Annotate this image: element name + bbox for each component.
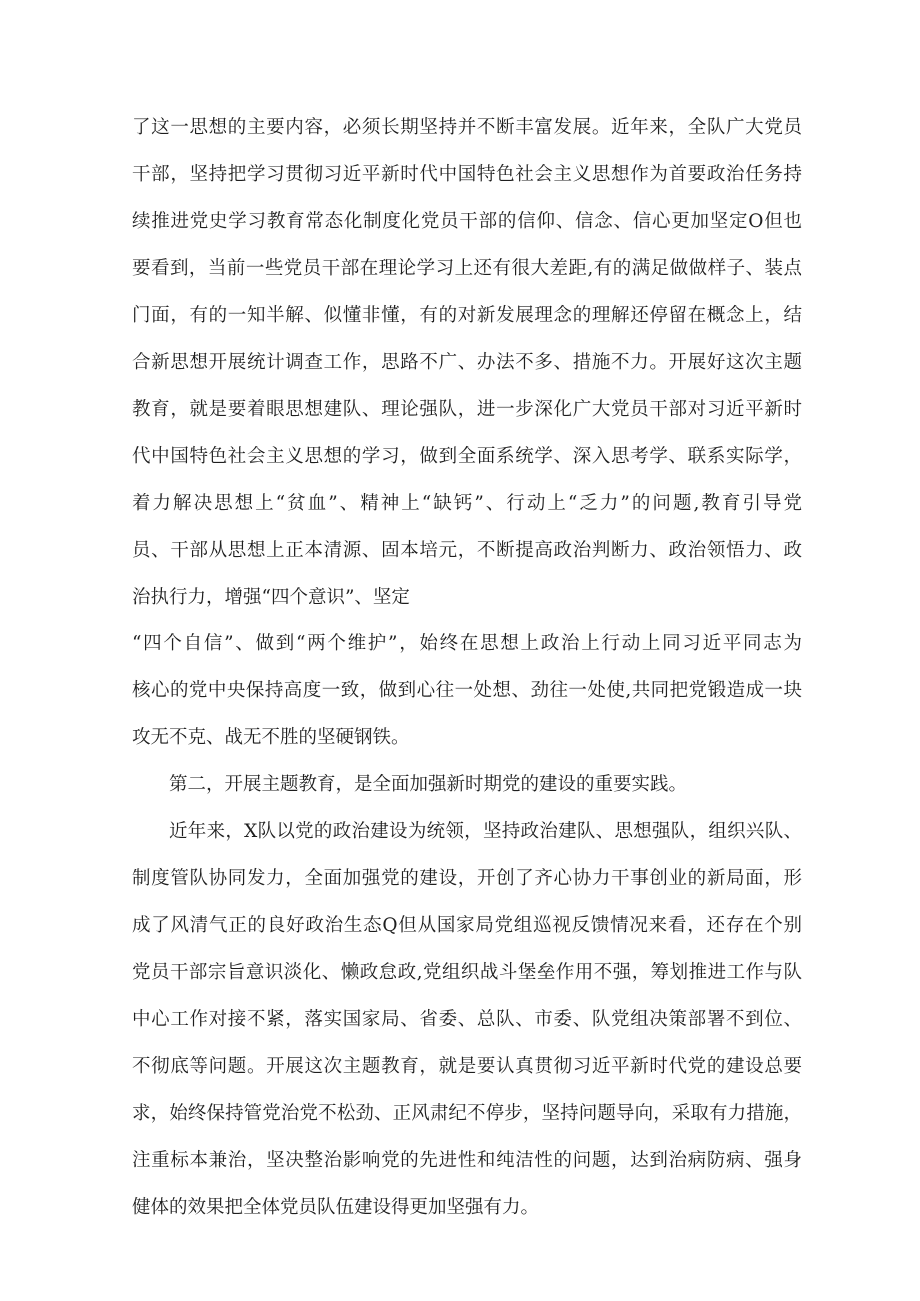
text-line: 求，始终保持管党治党不松劲、正风肃纪不停步，坚持问题导向，采取有力措施，	[132, 1103, 802, 1124]
text-line: 近年来，X队以党的政治建设为统领，坚持政治建队、思想强队，组织兴队、	[169, 821, 802, 842]
text-line: 了这一思想的主要内容，必须长期坚持并不断丰富发展。近年来，全队广大党员	[132, 117, 802, 138]
text-line: 续推进党史学习教育常态化制度化党员干部的信仰、信念、信心更加坚定O但也	[132, 211, 802, 232]
text-line: 员、干部从思想上正本清源、固本培元，不断提高政治判断力、政治领悟力、政	[132, 540, 802, 561]
text-line: 健体的效果把全体党员队伍建设得更加坚强有力。	[132, 1197, 540, 1218]
text-line: 党员干部宗旨意识淡化、懒政怠政,党组织战斗堡垒作用不强，筹划推进工作与队	[132, 962, 802, 983]
text-line: 攻无不克、战无不胜的坚硬钢铁。	[132, 727, 410, 748]
text-line: 干部，坚持把学习贯彻习近平新时代中国特色社会主义思想作为首要政治任务持	[132, 164, 802, 185]
text-line: 治执行力，增强“四个意识”、坚定	[132, 587, 410, 608]
text-line: 注重标本兼治，坚决整治影响党的先进性和纯洁性的问题，达到治病防病、强身	[132, 1150, 802, 1171]
text-line: 制度管队协同发力，全面加强党的建设，开创了齐心协力干事创业的新局面，形	[132, 868, 802, 889]
text-line: 门面，有的一知半解、似懂非懂，有的对新发展理念的理解还停留在概念上，结	[132, 305, 802, 326]
text-line: 不彻底等问题。开展这次主题教育，就是要认真贯彻习近平新时代党的建设总要	[132, 1056, 802, 1077]
text-line: 要看到，当前一些党员干部在理论学习上还有很大差距,有的满足做做样子、装点	[132, 258, 802, 279]
text-line: 核心的党中央保持高度一致，做到心往一处想、劲往一处使,共同把党锻造成一块	[132, 680, 802, 701]
text-line: 代中国特色社会主义思想的学习，做到全面系统学、深入思考学、联系实际学，	[132, 446, 802, 467]
text-line: “四个自信”、做到“两个维护”，始终在思想上政治上行动上同习近平同志为	[132, 633, 802, 654]
text-line: 合新思想开展统计调查工作，思路不广、办法不多、措施不力。开展好这次主题	[132, 352, 802, 373]
text-line: 着力解决思想上“贫血”、精神上“缺钙”、行动上“乏力”的问题,教育引导党	[132, 493, 802, 514]
text-line: 成了风清气正的良好政治生态Q但从国家局党组巡视反馈情况来看，还存在个别	[132, 915, 802, 936]
text-line: 中心工作对接不紧，落实国家局、省委、总队、市委、队党组决策部署不到位、	[132, 1009, 802, 1030]
text-line: 教育，就是要着眼思想建队、理论强队，进一步深化广大党员干部对习近平新时	[132, 399, 802, 420]
section-heading: 第二，开展主题教育，是全面加强新时期党的建设的重要实践。	[169, 774, 688, 795]
